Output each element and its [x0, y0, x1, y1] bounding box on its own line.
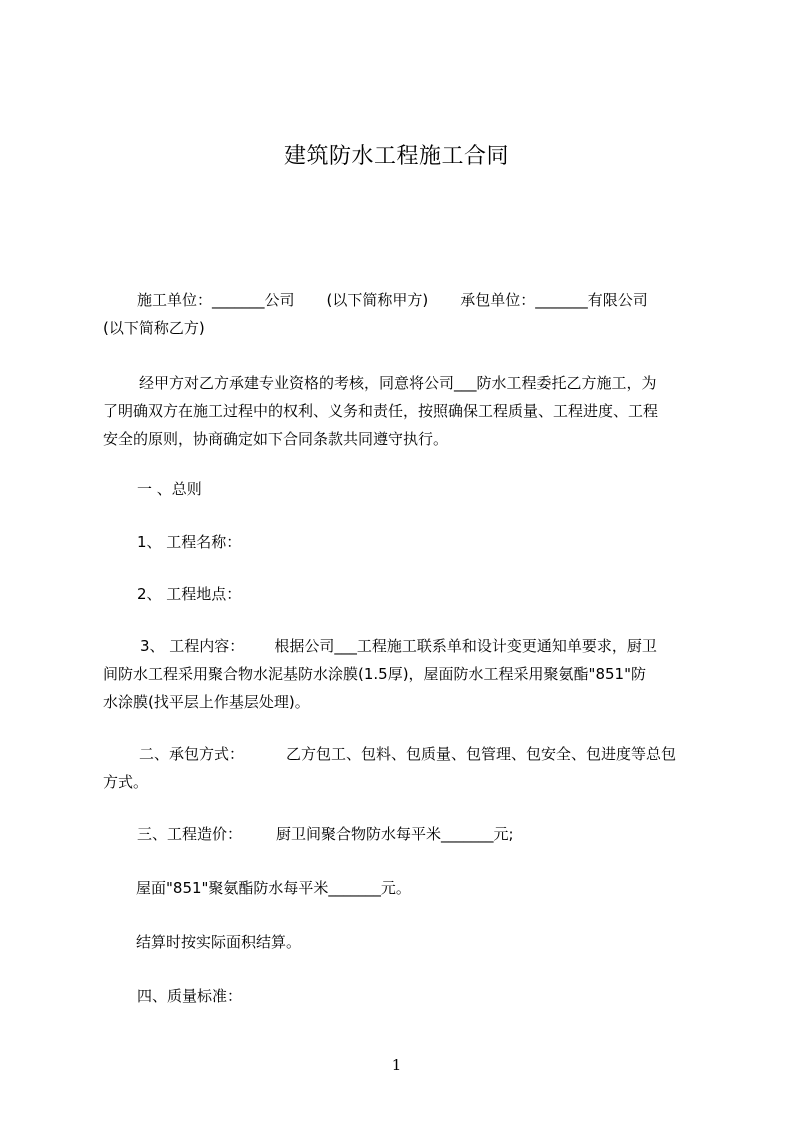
contractor-label: 承包单位：_______有限公司	[460, 291, 648, 309]
item3-line-2: 间防水工程采用聚合物水泥基防水涂膜(1.5厚)，屋面防水工程采用聚氨酯"851"防	[103, 665, 646, 683]
section1-item-1: 1、 工程名称：	[137, 533, 242, 551]
section2-heading: 二、承包方式：	[139, 745, 245, 763]
section3-line-1: 厨卫间聚合物防水每平米_______元;	[276, 825, 514, 843]
document-title: 建筑防水工程施工合同	[283, 144, 509, 169]
section2-line-1: 乙方包工、包料、包质量、包管理、包安全、包进度等总包	[286, 745, 677, 763]
section1-item-2: 2、 工程地点：	[137, 585, 242, 603]
section3-paragraph	[103, 820, 703, 848]
section2-line-2: 方式。	[103, 773, 149, 791]
item3-label: 3、 工程内容：	[140, 637, 245, 655]
section3-heading: 三、工程造价：	[137, 825, 243, 843]
section1-item-3	[103, 632, 703, 716]
intro-line-1: 经甲方对乙方承建专业资格的考核，同意将公司___防水工程委托乙方施工，为	[139, 374, 657, 392]
intro-line-2: 了明确双方在施工过程中的权利、义务和责任，按照确保工程质量、工程进度、工程	[103, 402, 659, 420]
section1-heading: 一 、总则	[137, 480, 202, 498]
client-abbr: (以下简称甲方)	[326, 291, 429, 309]
section4-heading: 四、质量标准：	[137, 987, 243, 1005]
client-label: 施工单位：_______公司	[137, 291, 295, 309]
item3-line-1: 根据公司___工程施工联系单和设计变更通知单要求，厨卫	[274, 637, 657, 655]
item3-line-3: 水涂膜(找平层上作基层处理)。	[103, 693, 310, 711]
section3-line-2: 屋面"851"聚氨酯防水每平米_______元。	[136, 879, 411, 897]
contractor-abbr: (以下简称乙方)	[103, 319, 205, 337]
section3-line-3: 结算时按实际面积结算。	[136, 933, 302, 951]
intro-line-3: 安全的原则，协商确定如下合同条款共同遵守执行。	[103, 430, 449, 448]
intro-paragraph	[103, 369, 703, 453]
parties-paragraph	[103, 286, 703, 342]
section2-paragraph	[103, 740, 703, 796]
page-number: 1	[391, 1056, 402, 1074]
